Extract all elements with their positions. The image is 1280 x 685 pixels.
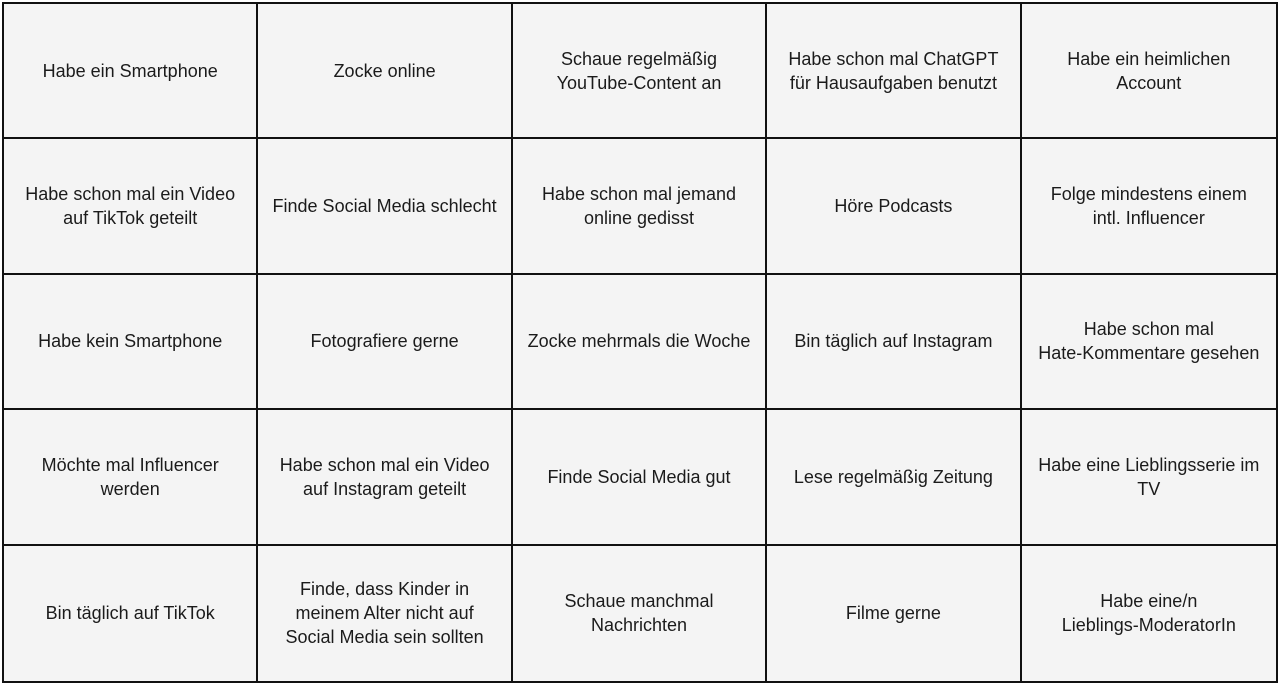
bingo-cell-text: Möchte mal Influencer werden: [41, 454, 219, 499]
bingo-cell: [258, 139, 512, 274]
bingo-cell-text: Habe schon mal Hate-Kommentare gesehen: [1038, 319, 1260, 364]
bingo-cell: [1022, 275, 1276, 410]
bingo-cell-text: Lese regelmäßig Zeitung: [793, 466, 993, 487]
bingo-cell: [1022, 139, 1276, 274]
bingo-cell: [4, 4, 258, 139]
bingo-cell-text: Fotografiere gerne: [310, 331, 459, 352]
bingo-cell-text: Habe ein Smartphone: [42, 60, 218, 81]
bingo-grid: [2, 2, 1278, 683]
bingo-cell: [258, 4, 512, 139]
bingo-cell: [4, 410, 258, 545]
bingo-cell-text: Finde Social Media schlecht: [272, 196, 497, 217]
bingo-cell: [4, 546, 258, 681]
bingo-cell-text: Habe schon mal jemand online gedisst: [541, 184, 737, 229]
bingo-cell-text: Höre Podcasts: [834, 196, 953, 217]
bingo-cell: [1022, 4, 1276, 139]
bingo-cell: [1022, 410, 1276, 545]
bingo-cell-text: Habe ein heimlichen Account: [1067, 48, 1231, 93]
bingo-cell-text: Habe eine Lieblingsserie im TV: [1038, 454, 1260, 499]
bingo-cell: [513, 546, 767, 681]
bingo-cell-text: Filme gerne: [845, 603, 941, 624]
bingo-cell: [513, 139, 767, 274]
bingo-cell-text: Finde, dass Kinder in meinem Alter nicht auf Social Media sein sollten: [285, 579, 484, 648]
bingo-cell-text: Schaue regelmäßig YouTube-Content an: [556, 48, 722, 93]
bingo-cell: [258, 410, 512, 545]
bingo-cell-text: Habe schon mal ChatGPT für Hausaufgaben benutzt: [788, 48, 999, 93]
bingo-cell: [767, 410, 1021, 545]
bingo-cell: [767, 4, 1021, 139]
bingo-cell-text: Zocke mehrmals die Woche: [527, 331, 751, 352]
bingo-cell: [767, 546, 1021, 681]
bingo-cell-text: Folge mindestens einem intl. Influencer: [1050, 184, 1247, 229]
bingo-cell: [513, 275, 767, 410]
bingo-cell-text: Habe eine/n Lieblings-ModeratorIn: [1061, 591, 1236, 636]
bingo-cell: [767, 275, 1021, 410]
bingo-cell: [513, 4, 767, 139]
bingo-cell: [258, 546, 512, 681]
bingo-cell: [4, 275, 258, 410]
bingo-cell: [4, 139, 258, 274]
bingo-cell-text: Habe schon mal ein Video auf TikTok geteilt: [25, 184, 236, 229]
bingo-cell: [767, 139, 1021, 274]
bingo-cell-text: Finde Social Media gut: [547, 466, 731, 487]
bingo-cell-text: Zocke online: [333, 60, 436, 81]
bingo-cell: [1022, 546, 1276, 681]
bingo-cell-text: Bin täglich auf Instagram: [794, 331, 993, 352]
bingo-cell: [513, 410, 767, 545]
bingo-cell-text: Habe schon mal ein Video auf Instagram geteilt: [279, 454, 490, 499]
bingo-cell-text: Habe kein Smartphone: [38, 331, 223, 352]
bingo-cell: [258, 275, 512, 410]
bingo-cell-text: Schaue manchmal Nachrichten: [564, 591, 714, 636]
bingo-cell-text: Bin täglich auf TikTok: [45, 603, 215, 624]
